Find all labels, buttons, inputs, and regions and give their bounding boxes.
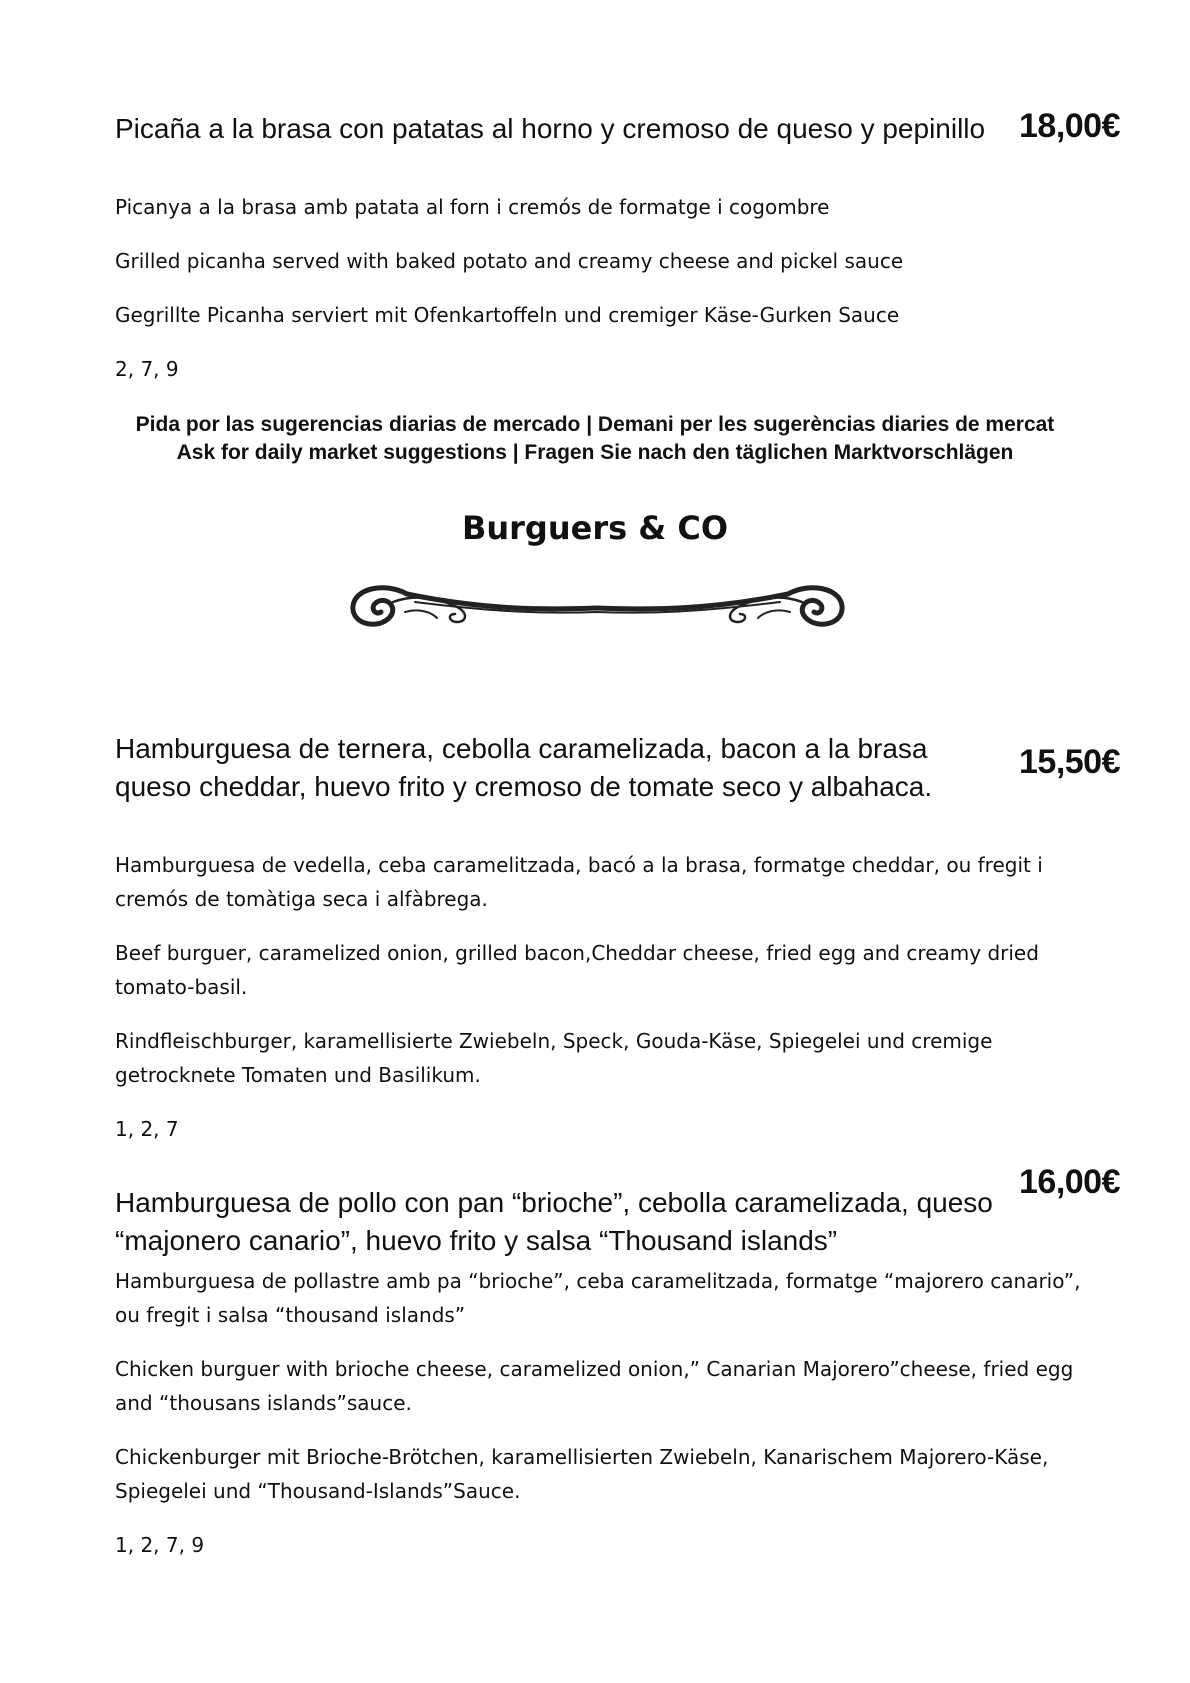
notice-line-1: Pida por las sugerencias diarias de mercado | Demani per les sugerèncias diaries de mercat [135, 413, 1055, 436]
dish-description-catalan: Hamburguesa de pollastre amb pa “brioche”, ceba caramelitzada, formatge “majorero canario”, ou fregit i salsa “thousand islands” [115, 1269, 1081, 1327]
dish-title: Hamburguesa de ternera, cebolla caramelizada, bacon a la brasa queso cheddar, huevo frito y cremoso de tomate seco y albahaca. [115, 733, 933, 802]
flourish-divider-icon [345, 572, 850, 632]
dish-price: 18,00€ [1019, 107, 1120, 145]
dish-description-english: Beef burguer, caramelized onion, grilled bacon,Cheddar cheese, fried egg and creamy dried tomato-basil. [115, 941, 1039, 999]
dish-allergens: 1, 2, 7, 9 [115, 1533, 205, 1557]
dish-description-german: Chickenburger mit Brioche-Brötchen, karamellisierten Zwiebeln, Kanarischem Majorero-Käse, Spiegelei und “Thousand-Islands”Sauce. [115, 1445, 1049, 1503]
dish-description-catalan: Picanya a la brasa amb patata al forn i cremós de formatge i cogombre [115, 195, 830, 219]
notice-line-2: Ask for daily market suggestions | Fragen Sie nach den täglichen Marktvorschlägen [176, 441, 1014, 464]
dish-description-english: Chicken burguer with brioche cheese, caramelized onion,” Canarian Majorero”cheese, fried egg and “thousans islands”sauce. [115, 1357, 1074, 1415]
dish-description-english: Grilled picanha served with baked potato and creamy cheese and pickel sauce [115, 249, 904, 273]
dish-allergens: 1, 2, 7 [115, 1117, 179, 1141]
dish-allergens: 2, 7, 9 [115, 357, 179, 381]
dish-description-catalan: Hamburguesa de vedella, ceba caramelitzada, bacó a la brasa, formatge cheddar, ou fregit i cremós de tomàtiga seca i alfàbrega. [115, 853, 1043, 911]
dish-price: 16,00€ [1019, 1163, 1120, 1201]
dish-description-german: Rindfleischburger, karamellisierte Zwiebeln, Speck, Gouda-Käse, Spiegelei und cremige getrocknete Tomaten und Basilikum. [115, 1029, 993, 1087]
dish-description-german: Gegrillte Picanha serviert mit Ofenkartoffeln und cremiger Käse-Gurken Sauce [115, 303, 900, 327]
dish-price: 15,50€ [1019, 743, 1120, 781]
dish-title: Picaña a la brasa con patatas al horno y cremoso de queso y pepinillo [115, 113, 986, 144]
section-heading: Burguers & CO [461, 509, 729, 547]
dish-title: Hamburguesa de pollo con pan “brioche”, cebolla caramelizada, queso “majonero canario”, huevo frito y salsa “Thousand islands” [115, 1187, 993, 1256]
